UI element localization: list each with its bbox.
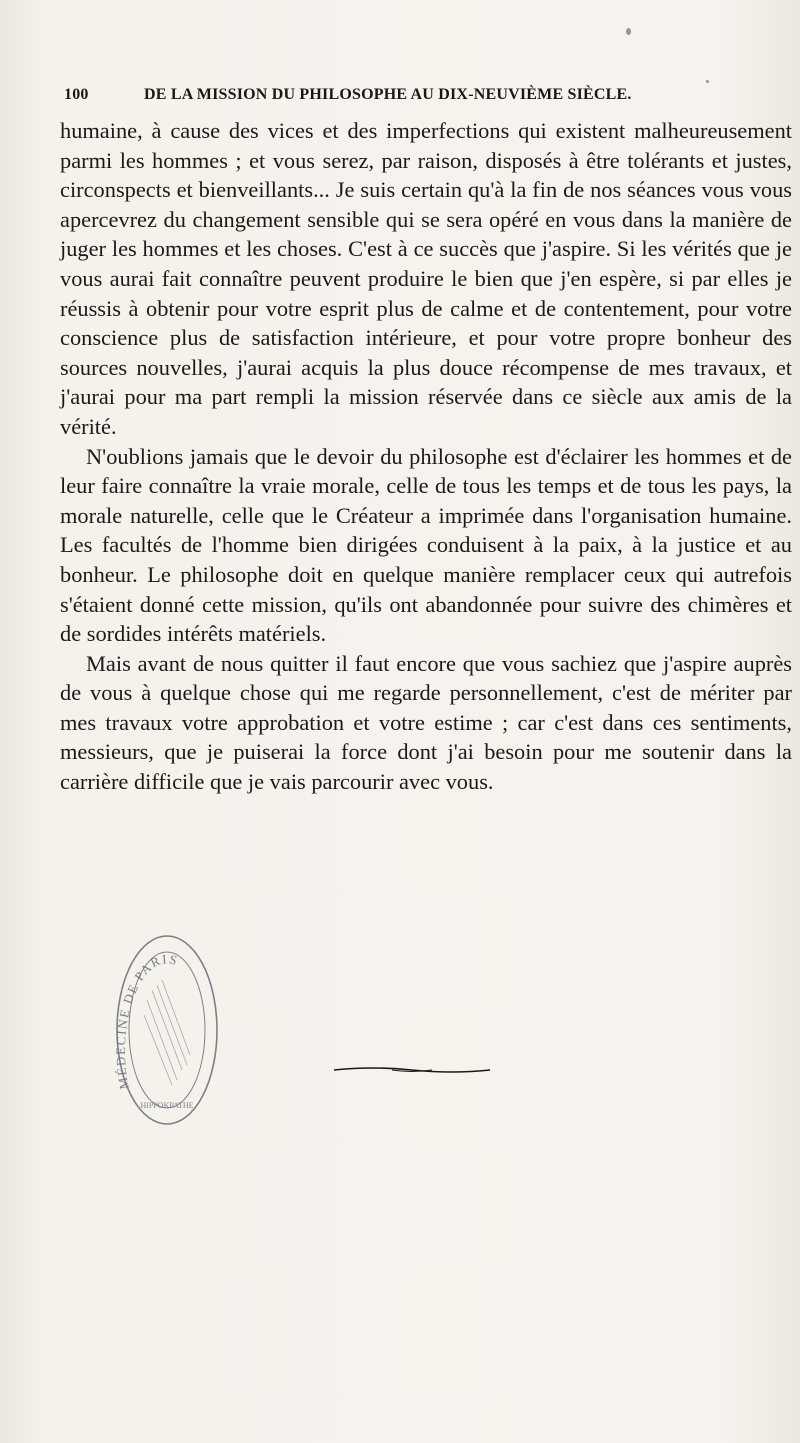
ink-speck	[706, 80, 709, 83]
running-title: DE LA MISSION DU PHILOSOPHE AU DIX-NEUVIÈME SIÈCLE.	[144, 86, 632, 103]
end-divider-icon	[332, 1064, 492, 1076]
paragraph-3: Mais avant de nous quitter il faut encore que vous sachiez que j'aspire auprès de vous à quelque chose qui me regarde personnellement, c'est de mériter par mes travaux votre approbation et votre estime ; car c'est dans ces sentiments, messieurs, que je puiserai la force dont j'ai besoin pour me soutenir dans la carrière difficile que je vais parcourir avec vous.	[60, 650, 792, 795]
stamp-inner-text: HIPPOKPATHE	[140, 1101, 194, 1110]
running-header	[64, 86, 754, 114]
page-number: 100	[64, 86, 89, 103]
stamp-text: MÉDECINE DE PARIS	[112, 951, 181, 1091]
show-through-text	[60, 860, 792, 890]
paragraph-2: N'oublions jamais que le devoir du philosophe est d'éclairer les hommes et de leur faire connaître la vraie morale, celle de tous les temps et de tous les pays, la morale naturelle, celle que le Créateur a imprimée dans l'organisation humaine. Les facultés de l'homme bien dirigées conduisent à la paix, à la justice et au bonheur. Le philosophe doit en quelque manière remplacer ceux qui autrefois s'étaient donné cette mission, qu'ils ont abandonnée pour suivre des chimères et de sordides intérêts matériels.	[60, 443, 792, 647]
body-text	[60, 116, 792, 797]
library-stamp-icon	[112, 930, 222, 1130]
ink-speck	[626, 28, 631, 35]
paragraph-1: humaine, à cause des vices et des imperfections qui existent malheureusement parmi les hommes ; et vous serez, par raison, disposés à être tolérants et justes, circonspects et bienveillants... Je suis certain qu'à la fin de nos séances vous vous apercevrez du changement sensible qui se sera opéré en vous dans la manière de juger les hommes et les choses. C'est à ce succès que j'aspire. Si les vérités que je vous aurai fait connaître peuvent produire le bien que j'en espère, si par elles je réussis à obtenir pour votre esprit plus de calme et de contentement, pour votre conscience plus de satisfaction intérieure, et pour votre propre bonheur des sources nouvelles, j'aurai acquis la plus douce récompense de mes travaux, et j'aurai pour ma part rempli la mission réservée dans ce siècle aux amis de la vérité.	[60, 118, 792, 439]
